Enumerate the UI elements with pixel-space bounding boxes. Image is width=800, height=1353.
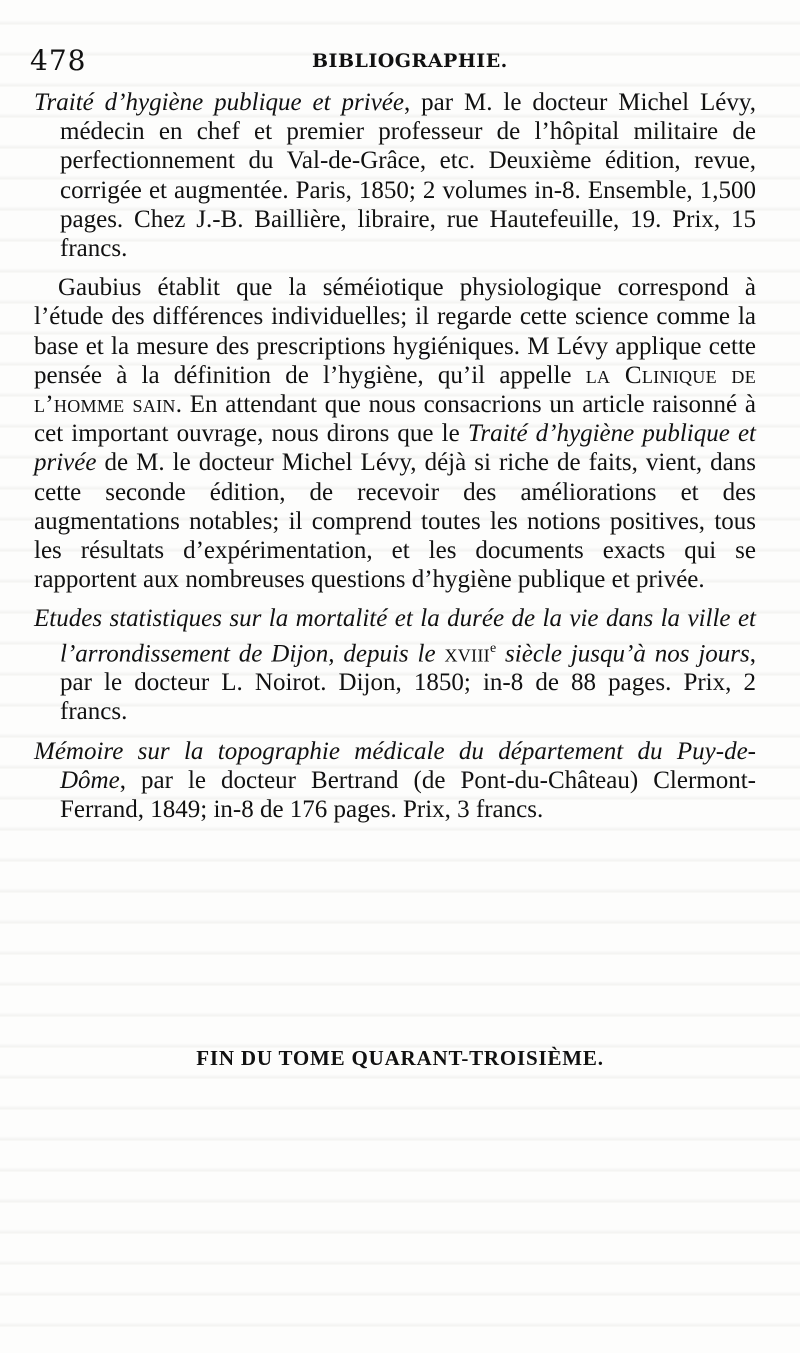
paragraph-text-1: Gaubius établit que la séméiotique physiologique correspond à l’étude des différences individuelles; il regarde cette science comme la base et la mesure des prescriptions hygiéniques. M Lévy applique cette pensée à la définition de l’hygiène, qu’il appelle <box>34 274 756 389</box>
entry-title-part-2: siècle jusqu’à nos jours <box>496 639 750 667</box>
entry-details: , par le docteur Bertrand (de Pont-du-Château) Clermont-Ferrand, 1849; in-8 de 176 pages. Prix, 3 francs. <box>60 766 756 823</box>
bibliography-entry-levy <box>34 88 756 263</box>
entry-century: xviii <box>444 639 490 667</box>
paragraph-title-italic: Traité d’hygiène publique et privée <box>34 420 756 477</box>
entry-century-sup: e <box>489 640 497 656</box>
review-paragraph <box>34 273 756 594</box>
entry-title-part-1: Etudes statistiques sur la mortalité et la durée de la vie dans la ville et l’arrondissement de Dijon, depuis le <box>34 605 756 667</box>
page-number: 478 <box>30 44 87 77</box>
paragraph-small-caps: la Clinique de l’homme sain <box>34 361 757 419</box>
paragraph-text-3: de M. le docteur Michel Lévy, déjà si riche de faits, vient, dans cette seconde édition, de recevoir des améliorations et des augmentations notables; il comprend toutes les notions positives, tous les résultats d’expérimentation, et les documents exacts qui se rapportent aux nombreuses questions d’hygiène publique et privée. <box>34 449 756 594</box>
entry-title: Traité d’hygiène publique et privée <box>34 89 404 116</box>
entry-details: , par le docteur L. Noirot. Dijon, 1850; in-8 de 88 pages. Prix, 2 francs. <box>60 639 756 726</box>
bibliography-entry-noirot <box>34 604 756 726</box>
page-header <box>30 44 770 78</box>
paragraph-text-2: . En attendant que nous consacrions un article raisonné à cet important ouvrage, nous dirons que le <box>34 391 756 448</box>
page-body <box>34 88 756 834</box>
volume-end-notice: FIN DU TOME QUARANT-TROISIÈME. <box>196 1046 604 1070</box>
entry-title: Mémoire sur la topographie médicale du département du Puy-de-Dôme <box>34 737 756 794</box>
running-head: BIBLIOGRAPHIE. <box>312 50 508 72</box>
bibliography-entry-bertrand <box>34 737 756 825</box>
entry-details: , par M. le docteur Michel Lévy, médecin en chef et premier professeur de l’hôpital militaire de perfectionnement du Val-de-Grâce, etc. Deuxième édition, revue, corrigée et augmentée. Paris, 1850; 2 volumes in-8. Ensemble, 1,500 pages. Chez J.-B. Baillière, libraire, rue Hautefeuille, 19. Prix, 15 francs. <box>60 89 757 263</box>
